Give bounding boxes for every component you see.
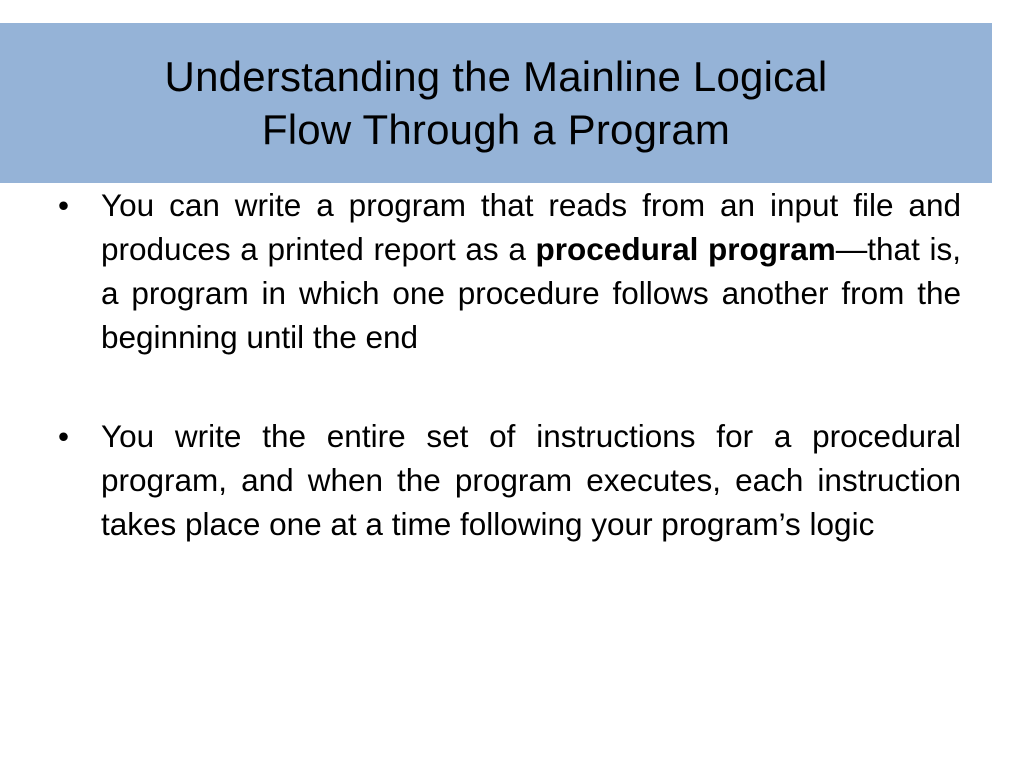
slide-body bbox=[58, 183, 961, 546]
bullet-item-procedural-program bbox=[58, 183, 961, 359]
title-banner bbox=[0, 23, 992, 183]
bullet-1-bold-term: procedural program bbox=[535, 231, 836, 267]
slide-title bbox=[165, 50, 828, 156]
bullet-1-text-before: You can write a program that reads from an input file and produces a printed report as a bbox=[101, 187, 961, 267]
bullet-icon: • bbox=[58, 418, 70, 454]
bullet-item-instructions bbox=[58, 414, 961, 546]
bullet-icon: • bbox=[58, 187, 70, 223]
slide-title-line-2: Flow Through a Program bbox=[261, 106, 731, 153]
bullet-1-text-after: —that is, a program in which one procedure follows another from the beginning until the end bbox=[101, 231, 961, 355]
bullet-2-text: You write the entire set of instructions for a procedural program, and when the program executes, each instruction takes place one at a time following your program’s logic bbox=[101, 418, 961, 542]
bullet-list bbox=[58, 183, 961, 546]
slide-title-line-1: Understanding the Mainline Logical bbox=[164, 53, 828, 100]
